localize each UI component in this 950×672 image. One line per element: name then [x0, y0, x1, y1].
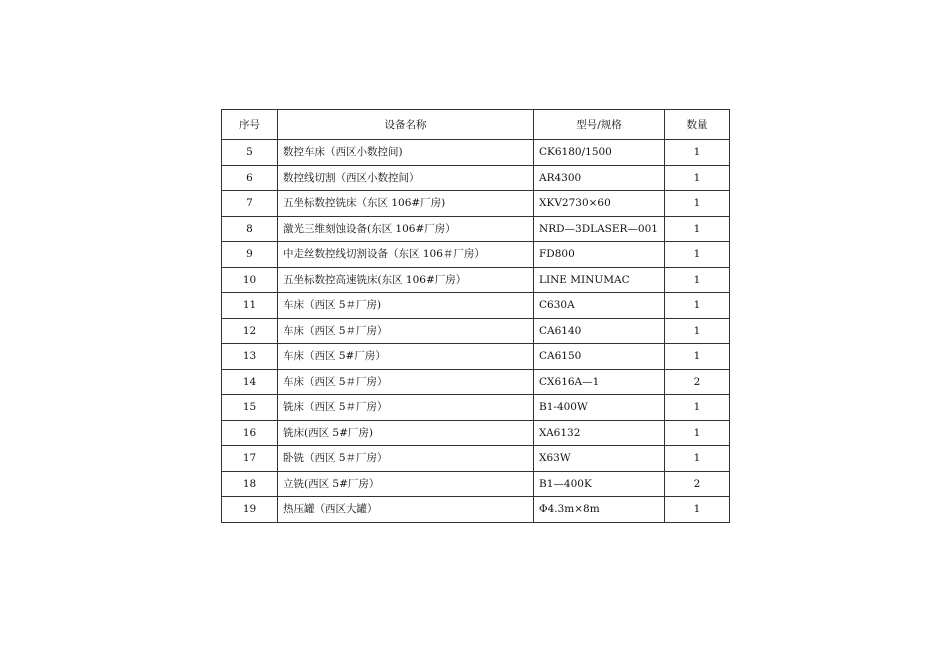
header-no: 序号: [222, 110, 278, 140]
cell-qty: 1: [665, 344, 730, 370]
cell-no: 19: [222, 497, 278, 523]
cell-no: 12: [222, 318, 278, 344]
cell-qty: 1: [665, 318, 730, 344]
cell-qty: 1: [665, 216, 730, 242]
cell-name: 车床（西区 5#厂房）: [278, 344, 534, 370]
cell-model: Φ4.3m×8m: [534, 497, 665, 523]
cell-qty: 1: [665, 420, 730, 446]
cell-no: 6: [222, 165, 278, 191]
cell-name: 热压罐（西区大罐）: [278, 497, 534, 523]
cell-name: 中走丝数控线切割设备（东区 106＃厂房）: [278, 242, 534, 268]
cell-model: XKV2730×60: [534, 191, 665, 217]
cell-model: B1—400K: [534, 471, 665, 497]
cell-model: FD800: [534, 242, 665, 268]
cell-model: CK6180/1500: [534, 140, 665, 166]
table-row: [222, 242, 730, 268]
cell-no: 15: [222, 395, 278, 421]
table-row: [222, 216, 730, 242]
cell-no: 9: [222, 242, 278, 268]
cell-no: 11: [222, 293, 278, 319]
cell-model: CX616A—1: [534, 369, 665, 395]
table-row: [222, 497, 730, 523]
cell-name: 激光三维刻蚀设备(东区 106#厂房）: [278, 216, 534, 242]
table-row: [222, 471, 730, 497]
cell-model: B1-400W: [534, 395, 665, 421]
cell-no: 5: [222, 140, 278, 166]
cell-no: 13: [222, 344, 278, 370]
table-row: [222, 191, 730, 217]
cell-qty: 1: [665, 242, 730, 268]
cell-model: XA6132: [534, 420, 665, 446]
cell-name: 车床（西区 5＃厂房): [278, 293, 534, 319]
cell-model: LINE MINUMAC: [534, 267, 665, 293]
cell-name: 五坐标数控高速铣床(东区 106#厂房）: [278, 267, 534, 293]
cell-model: CA6140: [534, 318, 665, 344]
cell-qty: 1: [665, 267, 730, 293]
table-row: [222, 344, 730, 370]
cell-qty: 1: [665, 191, 730, 217]
table-row: [222, 165, 730, 191]
cell-model: AR4300: [534, 165, 665, 191]
cell-qty: 1: [665, 446, 730, 472]
cell-name: 铣床(西区 5#厂房): [278, 420, 534, 446]
header-row: [222, 110, 730, 140]
cell-name: 车床（西区 5＃厂房）: [278, 369, 534, 395]
table-row: [222, 293, 730, 319]
table-row: [222, 267, 730, 293]
cell-no: 16: [222, 420, 278, 446]
cell-no: 14: [222, 369, 278, 395]
cell-no: 18: [222, 471, 278, 497]
cell-qty: 1: [665, 140, 730, 166]
cell-no: 10: [222, 267, 278, 293]
cell-name: 卧铣（西区 5＃厂房）: [278, 446, 534, 472]
table-header: [222, 110, 730, 140]
cell-qty: 1: [665, 497, 730, 523]
cell-qty: 1: [665, 293, 730, 319]
cell-name: 铣床（西区 5＃厂房）: [278, 395, 534, 421]
header-name: 设备名称: [278, 110, 534, 140]
table-row: [222, 140, 730, 166]
table-body: [222, 140, 730, 523]
cell-name: 车床（西区 5＃厂房）: [278, 318, 534, 344]
cell-no: 8: [222, 216, 278, 242]
cell-qty: 2: [665, 471, 730, 497]
cell-name: 数控车床（西区小数控间): [278, 140, 534, 166]
cell-qty: 1: [665, 165, 730, 191]
table-row: [222, 446, 730, 472]
table-row: [222, 318, 730, 344]
header-model: 型号/规格: [534, 110, 665, 140]
table-row: [222, 395, 730, 421]
cell-qty: 1: [665, 395, 730, 421]
cell-no: 7: [222, 191, 278, 217]
cell-model: CA6150: [534, 344, 665, 370]
cell-model: X63W: [534, 446, 665, 472]
cell-qty: 2: [665, 369, 730, 395]
table-row: [222, 369, 730, 395]
cell-name: 五坐标数控铣床（东区 106#厂房): [278, 191, 534, 217]
table-row: [222, 420, 730, 446]
cell-name: 立铣(西区 5#厂房）: [278, 471, 534, 497]
cell-name: 数控线切割（西区小数控间）: [278, 165, 534, 191]
cell-no: 17: [222, 446, 278, 472]
cell-model: C630A: [534, 293, 665, 319]
cell-model: NRD—3DLASER—001: [534, 216, 665, 242]
header-qty: 数量: [665, 110, 730, 140]
equipment-table: [221, 109, 730, 523]
